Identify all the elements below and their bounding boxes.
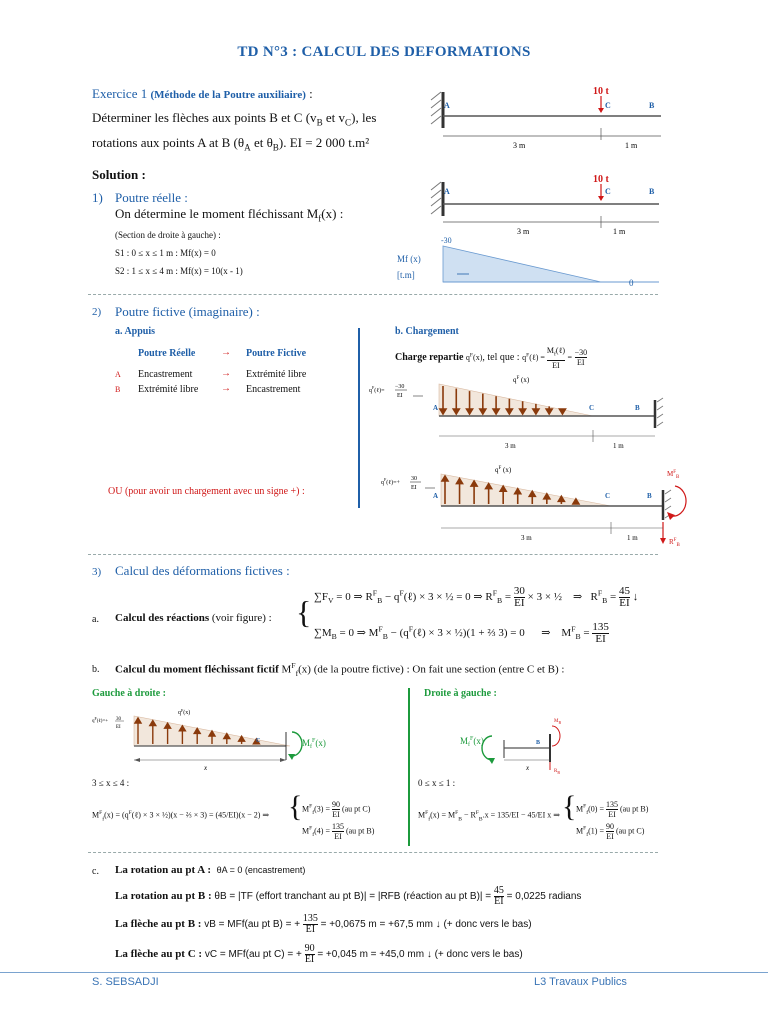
svg-text:MfF(x): $M_f^F(x)$ [302,738,326,750]
deflection-b: La flèche au pt B : vB = MFf(au pt B) = + $\frac{135}{EI} = +0,0675$ m = +67,5 mm ↓ (+ donc vers le bas) [115,913,532,935]
chargement-heading: b. Chargement [395,326,459,337]
arrow-icon: → [221,347,231,358]
svg-text:x: x [526,764,530,772]
svg-text:1 m: 1 m [625,141,638,150]
svg-text:10 t: 10 t [593,174,609,185]
svg-text:30: 30 [116,717,121,722]
svg-text:C: C [605,187,611,196]
beam-figure-1 [425,82,665,154]
beam-figure-2 [395,170,665,292]
svg-text:-30: -30 [441,236,452,245]
section-1-num: 1) [92,190,103,205]
svg-text:[t.m]: [t.m] [397,270,415,280]
svg-text:10 t: 10 t [593,86,609,97]
exercise-statement: Déterminer les flèches aux points B et C ($v_B$ et $v_C$), les rotations aux points A at B ($\theta_A$ et $\theta_B$). EI = 2 000 t.m² [92,110,377,153]
appuis-col-real: Poutre Réelle [138,348,196,359]
moment-eq-left: $M^F_f(x)$ = ($q^F(\ell) \times 3$ × ½)(x − ⅔ × 3) = (45/EI)(x − 2) ⇒ { $M^F_f(3)$ = $\frac{90}{EI} (au$ pt C) $M^F_f(4)$ = $\frac{135}{EI} (au$ pt B) [92,790,375,841]
svg-text:MfF(x): $M_f^F(x)$ [460,736,484,748]
reactions-label: Calcul des réactions (voir figure) : [115,612,272,624]
appuis-heading: a. Appuis [115,326,156,337]
svg-text:A: A [433,404,439,412]
section-right-figure [440,708,640,774]
item-c: c. [92,866,99,877]
section-direction: (Section de droite à gauche) : [115,230,221,240]
section-s1: S1 : 0 ≤ x ≤ 1 m : Mf(x) = 0 [115,248,216,258]
svg-text:C: C [256,738,261,744]
svg-text:B: B [647,492,652,500]
exercise-heading: Exercice 1 (Méthode de la Poutre auxiliaire) : [92,86,313,101]
svg-text:1 m: 1 m [627,534,638,542]
moment-label: Calcul du moment fléchissant fictif $M^F_f(x)$ (de la poutre fictive) : On fait une section (entre C et B) : [115,661,565,678]
svg-text:qF(ℓ)=: $q^F(\ell)=$ [369,385,385,394]
svg-text:qF(x): $q^F(x)$ [178,708,191,716]
item-a: a. [92,614,99,625]
reaction-eq-1: $\sum F_V = 0$ ⇒ $R^F_B$ − $q^F(\ell) \times 3$ × ½ = 0 ⇒ $R^F_B$ = $\frac{30}{EI} \times 3$ × ½ ⇒ $R^F_B$ = $\frac{45}{EI}$ ↓ [314,585,639,609]
deflection-c: La flèche au pt C : vC = MFf(au pt C) = + $\frac{90}{EI} = +0,045$ m = +45,0 mm ↓ (+ donc vers le bas) [115,943,523,965]
range-left: 3 ≤ x ≤ 4 : [92,778,130,788]
svg-text:EI: EI [397,393,403,399]
rotation-b: La rotation au pt B : θB = |TF (effort tranchant au pt B)| = |RFB (réaction au pt B)| = $\frac{45}{EI} = 0,0225$ radians [115,885,582,907]
svg-text:−30: −30 [395,384,405,390]
appuis-col-fict: Poutre Fictive [246,348,307,359]
ou-text: OU (pour avoir un chargement avec un signe +) : [108,486,305,497]
svg-text:A: A [444,101,450,110]
svg-text:B: B [649,187,655,196]
section-s2: S2 : 1 ≤ x ≤ 4 m : Mf(x) = 10(x - 1) [115,266,243,276]
section-1-text: On détermine le moment fléchissant $M_f(x)$ : [115,206,344,224]
reaction-eq-2: $\sum M_B = 0$ ⇒ $M^F_B$ − ($q^F(\ell) \times 3$ × ½)(1 + ⅔ 3) = 0 ⇒ $M^F_B$ = $\frac{135}{EI}$ [314,621,609,645]
section-3-num: 3) [92,566,102,578]
svg-text:1 m: 1 m [613,442,624,450]
svg-text:30: 30 [411,476,417,482]
label-b: B [115,385,121,394]
solution-heading: Solution : [92,167,146,182]
appuis-row-a-real: Encastrement [138,369,193,380]
appuis-row-a-fict: Extrémité libre [246,369,307,380]
svg-text:qF(ℓ)=+: $q^F(\ell)=+$ [92,716,109,724]
svg-text:A: A [444,187,450,196]
range-right: 0 ≤ x ≤ 1 : [418,778,456,788]
right-to-left-heading: Droite à gauche : [424,688,497,699]
appuis-row-b-real: Extrémité libre [138,384,199,395]
moment-eq-right: $M^F_f(x) = M^F_B - R^F_B.x = 135/EI - 45/EI$ x ⇒ { $M^F_f(0)$ = $\frac{135}{EI} (au$ pt B) $M^F_f(1)$ = $\frac{90}{EI} (au$ pt C) [418,790,649,841]
svg-text:3 m: 3 m [513,141,526,150]
svg-text:MB: $M_B$ [554,719,562,725]
left-to-right-heading: Gauche à droite : [92,688,166,699]
svg-text:3 m: 3 m [521,534,532,542]
svg-text:RB: $R_B$ [554,769,561,774]
section-left-figure [90,704,390,772]
svg-text:EI: EI [411,485,417,491]
footer-author: S. SEBSADJI [92,976,159,988]
fictive-load-figure-2 [365,460,695,550]
footer-course: L3 Travaux Publics [534,976,627,988]
appuis-row-b-fict: Encastrement [246,384,301,395]
svg-text:B: B [649,101,655,110]
fictive-load-figure-1 [365,372,665,452]
page-title: TD N°3 : CALCUL DES DEFORMATIONS [237,44,531,60]
label-a: A [115,370,121,379]
arrow-icon: → [221,383,231,394]
section-2-heading: Poutre fictive (imaginaire) : [115,304,260,319]
item-b: b. [92,664,100,675]
section-2-num: 2) [92,306,102,318]
footer-divider [0,972,768,973]
svg-text:EI: EI [116,725,121,730]
svg-text:B: B [536,740,541,746]
vertical-divider [358,328,360,508]
green-divider [408,688,410,846]
svg-text:3 m: 3 m [505,442,516,450]
svg-text:C: C [589,404,595,412]
section-3-heading: Calcul des déformations fictives : [115,563,290,578]
rotation-a: La rotation au pt A : θA = 0 (encastrement) [115,864,306,876]
arrow-icon: → [221,368,231,379]
svg-text:0: 0 [629,278,634,288]
section-1-heading: Poutre réelle : [115,190,188,205]
svg-text:A: A [433,492,439,500]
svg-text:x: x [204,764,208,772]
svg-text:C: C [605,492,611,500]
svg-text:qF (x): $q^F$ (x) [513,376,530,384]
svg-text:3 m: 3 m [517,227,530,236]
charge-text: Charge repartie $q^F(x)$, tel que : $q^F(\ell)$ = $M_f(\ell)$ EI = $\frac{-30}{EI}$ [395,346,588,370]
svg-text:C: C [605,101,611,110]
brace: { [296,594,312,630]
svg-text:1 m: 1 m [613,227,626,236]
svg-text:RFB: $R^F_B$ [669,538,680,548]
svg-text:MFB: $M^F_B$ [667,470,680,480]
svg-text:B: B [635,404,640,412]
svg-text:qF (x): $q^F$ (x) [495,466,512,474]
svg-text:Mf (x): Mf (x) [397,254,421,264]
svg-text:qF(ℓ)=+: $q^F(\ell)=+$ [381,477,400,486]
